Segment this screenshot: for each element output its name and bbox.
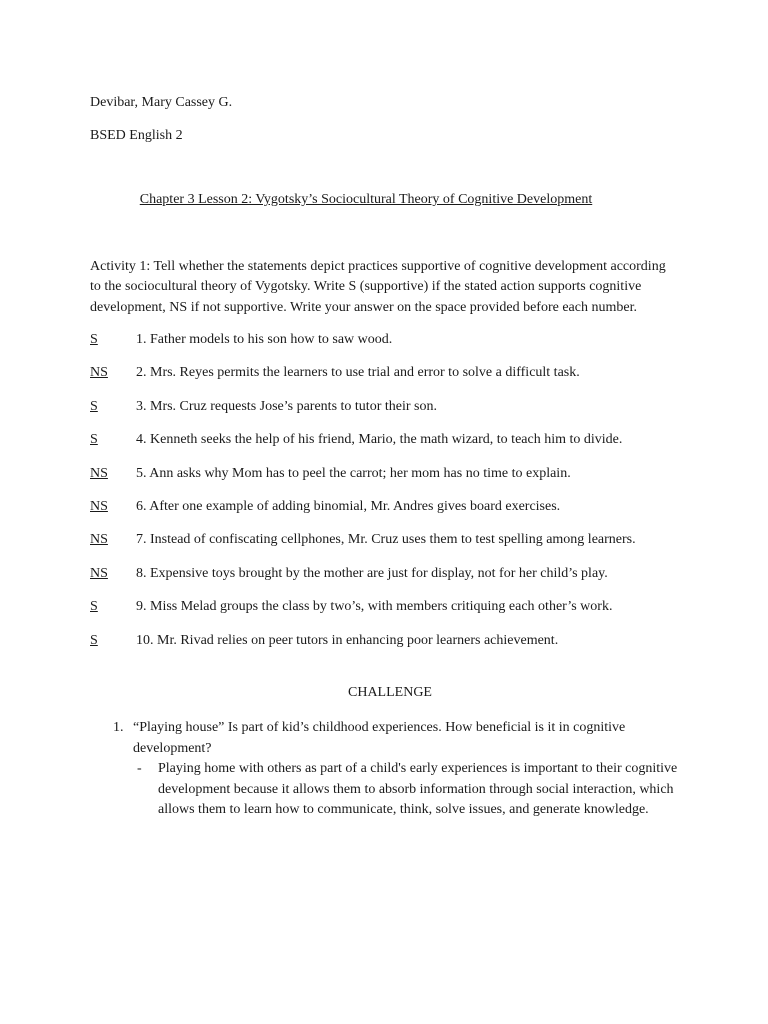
activity-item	[90, 530, 690, 550]
question-number: 1.	[113, 720, 124, 736]
activity-item	[90, 597, 690, 617]
answer-blank: NS	[90, 465, 108, 481]
answer-blank: NS	[90, 565, 108, 581]
document-page	[90, 93, 690, 821]
answer-bullet: -	[137, 761, 142, 777]
activity-item	[90, 397, 690, 417]
challenge-questions	[90, 718, 690, 821]
activity-item	[90, 363, 690, 383]
activity-item-text: 5. Ann asks why Mom has to peel the carrot; her mom has no time to explain.	[136, 465, 571, 481]
activity-item	[90, 564, 690, 584]
activity-item-text: 2. Mrs. Reyes permits the learners to use trial and error to solve a difficult task.	[136, 365, 580, 381]
author-name: Devibar, Mary Cassey G.	[90, 95, 233, 110]
activity-item-text: 3. Mrs. Cruz requests Jose’s parents to tutor their son.	[136, 398, 437, 414]
answer-blank: S	[90, 398, 98, 414]
challenge-question	[90, 718, 683, 821]
activity-item-text: 8. Expensive toys brought by the mother are just for display, not for her child’s play.	[136, 565, 608, 581]
answer-text: Playing home with others as part of a child's early experiences is important to their cognitive development because it allows them to absorb information through social interaction, which allows them to learn how to communicate, think, solve issues, and generate knowledge.	[158, 761, 678, 818]
answer-blank: S	[90, 332, 98, 347]
document-title: Chapter 3 Lesson 2: Vygotsky’s Sociocultural Theory of Cognitive Development	[139, 192, 593, 207]
question-text: “Playing house” Is part of kid’s childhood experiences. How beneficial is it in cognitive development?	[133, 720, 626, 756]
answer-blank: NS	[90, 365, 108, 381]
answer-blank: S	[90, 432, 98, 448]
answer-blank: NS	[90, 532, 108, 548]
activity-item-text: 9. Miss Melad groups the class by two’s, with members critiquing each other’s work.	[136, 599, 613, 615]
activity-item-text: 6. After one example of adding binomial, Mr. Andres gives board exercises.	[136, 498, 561, 514]
activity-item-text: 1. Father models to his son how to saw wood.	[136, 332, 393, 347]
activity-item-text: 4. Kenneth seeks the help of his friend, Mario, the math wizard, to teach him to divide.	[136, 432, 623, 448]
activity-item	[90, 464, 690, 484]
answer-blank: S	[90, 599, 98, 615]
activity-item	[90, 631, 690, 651]
answer-blank: NS	[90, 498, 108, 514]
activity-item	[90, 497, 690, 517]
activity-items	[90, 330, 690, 651]
challenge-heading: CHALLENGE	[348, 684, 432, 700]
activity-item	[90, 430, 690, 450]
question-answer	[133, 759, 678, 821]
course-name: BSED English 2	[90, 127, 183, 143]
activity-instructions: Activity 1: Tell whether the statements depict practices supportive of cognitive development according to the sociocultural theory of Vygotsky. Write S (supportive) if the stated action supports cognitive development, NS if not supportive. Write your answer on the space provided before each number.	[90, 258, 666, 315]
answer-blank: S	[90, 632, 98, 648]
activity-item-text: 10. Mr. Rivad relies on peer tutors in enhancing poor learners achievement.	[136, 632, 559, 648]
activity-item-text: 7. Instead of confiscating cellphones, Mr. Cruz uses them to test spelling among learners.	[136, 532, 636, 548]
activity-item	[90, 330, 690, 350]
